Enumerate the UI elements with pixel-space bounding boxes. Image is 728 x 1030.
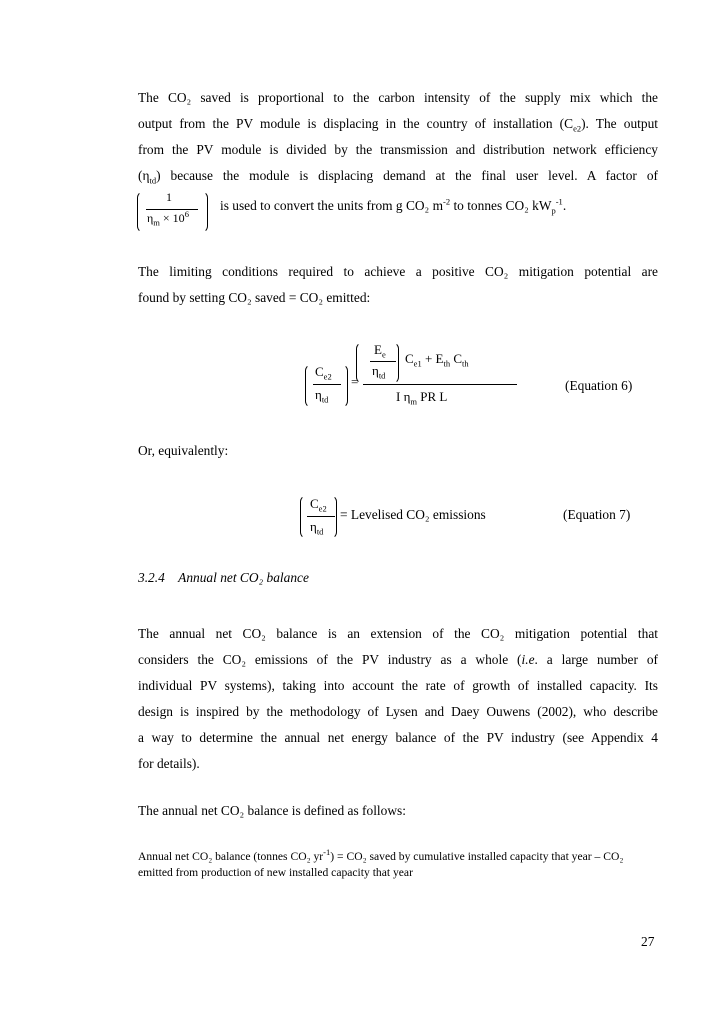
- paragraph-defined-as: The annual net CO₂ balance is defined as follows:: [138, 803, 406, 818]
- right-parenthesis: [201, 191, 208, 233]
- text-line: output from the PV module is displacing in the country of installation $(C_{e2})$. The output: [138, 116, 658, 134]
- definition-line: emitted from production of new installed capacity that year: [138, 866, 413, 879]
- equation-6-label: (Equation 6): [565, 378, 633, 393]
- page-number: 27: [641, 934, 655, 949]
- fraction-bar: [313, 384, 341, 385]
- main-numerator-terms: $C_{e1} + E_{th}$ $C_{th}$: [405, 351, 469, 369]
- section-number: 3.2.4: [138, 570, 165, 585]
- left-parenthesis: [305, 364, 312, 408]
- text-line: design is inspired by the methodology of Lysen and Daey Ouwens (2002), who describe: [138, 704, 658, 719]
- eq7-numerator: $C_{e2}$: [310, 496, 327, 514]
- eq7-rhs: = Levelised CO₂ emissions: [340, 507, 486, 522]
- definition-line: Annual net CO₂ balance (tonnes CO₂ $yr^{-1}) = CO_2$ saved by cumulative installed capacity that year – CO₂: [138, 847, 624, 863]
- factor-numerator: 1: [166, 190, 172, 204]
- left-parenthesis: [300, 495, 307, 539]
- right-parenthesis: [330, 495, 337, 539]
- text-line: considers the CO₂ emissions of the PV industry as a whole (i.e. a large number of: [138, 652, 658, 667]
- factor-denominator: $\eta_m \times 10^6$: [147, 209, 189, 228]
- definition-text: [138, 849, 658, 881]
- main-fraction-bar: [363, 384, 517, 385]
- right-parenthesis: [392, 342, 399, 384]
- fraction-bar: [146, 209, 198, 210]
- eq7-denominator: $\eta_{td}$: [310, 519, 324, 537]
- text-line: a way to determine the annual net energy balance of the PV industry (see Appendix 4: [138, 730, 658, 745]
- lhs-denominator: $\eta_{td}$: [315, 387, 329, 405]
- text-line: for details).: [138, 756, 200, 771]
- text-line: The limiting conditions required to achieve a positive CO₂ mitigation potential are: [138, 264, 658, 279]
- equation-7-label: (Equation 7): [563, 507, 631, 522]
- section-heading: [138, 570, 309, 586]
- or-equivalently: Or, equivalently:: [138, 443, 229, 458]
- main-denominator: I $\eta_m$ PR L: [396, 389, 448, 407]
- left-parenthesis: [137, 191, 144, 233]
- text-line: individual PV systems), taking into account the rate of growth of installed capacity. Its: [138, 678, 658, 693]
- left-parenthesis: [356, 342, 363, 384]
- paragraph-co2-saved: [138, 85, 658, 189]
- text-line: The annual net CO₂ balance is an extension of the CO₂ mitigation potential that: [138, 626, 658, 641]
- lhs-numerator: $C_{e2}$: [315, 364, 332, 382]
- section-title: Annual net CO₂ balance: [178, 570, 309, 585]
- inner-denominator: $\eta_{td}$: [372, 363, 386, 381]
- paragraph-limiting-conditions: [138, 259, 658, 311]
- factor-description: is used to convert the units from g CO₂ $m^{-2}$ to tonnes CO₂ $kW_p^{-1}$.: [220, 196, 567, 216]
- inner-numerator: $E_e$: [374, 342, 386, 360]
- equals-sign: =: [351, 374, 359, 389]
- text-line: found by setting CO₂ saved = CO₂ emitted:: [138, 290, 371, 305]
- text-line: from the PV module is divided by the transmission and distribution network efficiency: [138, 142, 658, 157]
- text-line: $(\eta_{td})$ because the module is displacing demand at the final user level. A factor of: [138, 168, 658, 186]
- right-parenthesis: [341, 364, 348, 408]
- text-line: The CO₂ saved is proportional to the carbon intensity of the supply mix which the: [138, 90, 658, 105]
- paragraph-annual-net-balance: [138, 621, 658, 777]
